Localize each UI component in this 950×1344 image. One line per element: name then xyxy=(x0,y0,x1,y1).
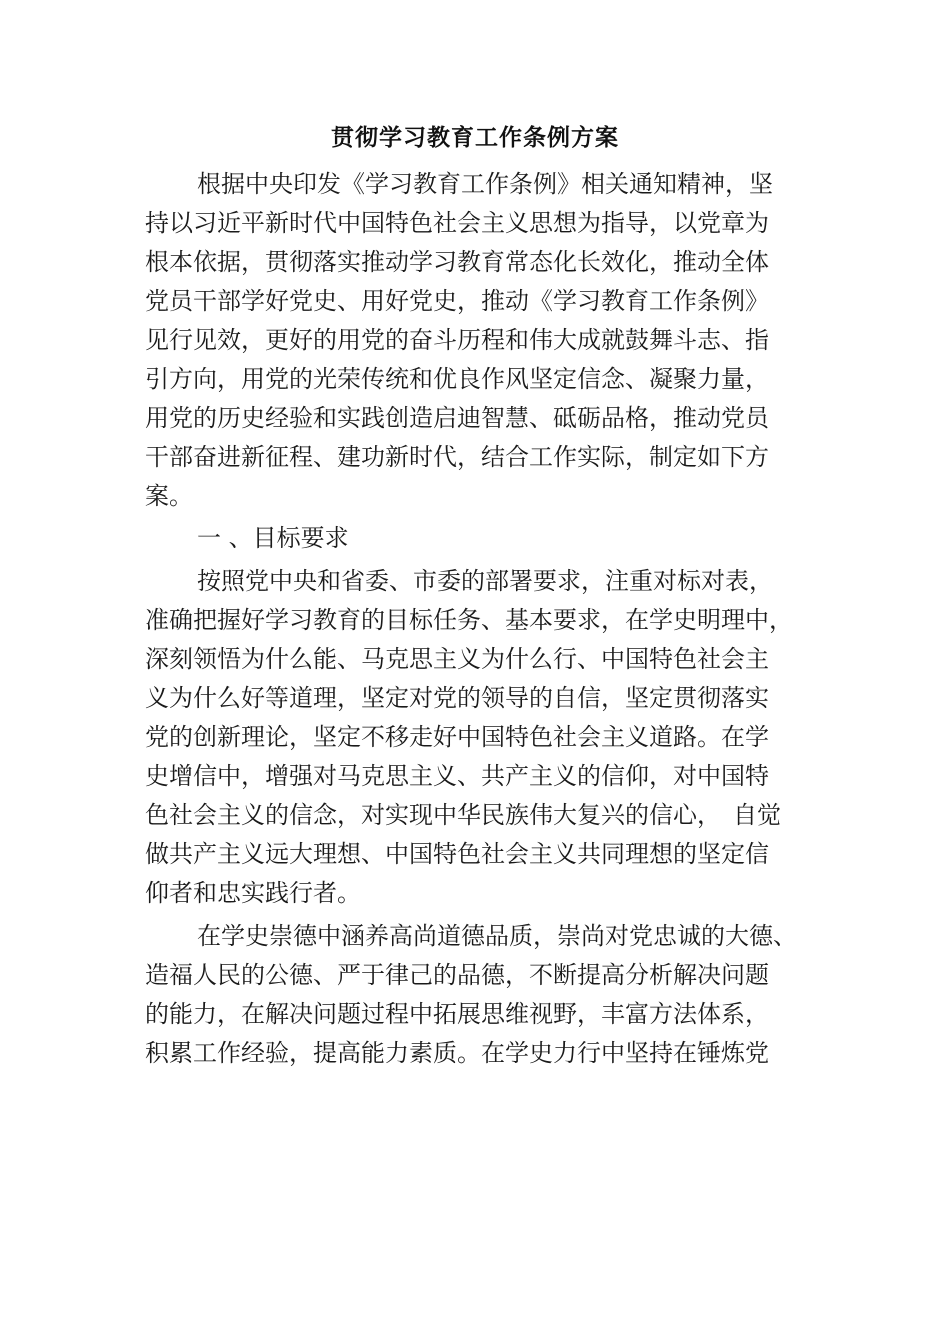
text-line: 做共产主义远大理想、中国特色社会主义共同理想的坚定信 xyxy=(145,840,769,868)
text-line: 的能力，在解决问题过程中拓展思维视野，丰富方法体系， xyxy=(145,1000,769,1028)
text-line: 深刻领悟为什么能、马克思主义为什么行、中国特色社会主 xyxy=(145,645,769,673)
section-heading: 一 、目标要求 xyxy=(197,524,349,552)
text-line: 义为什么好等道理，坚定对党的领导的自信，坚定贯彻落实 xyxy=(145,684,769,712)
text-line: 引方向，用党的光荣传统和优良作风坚定信念、凝聚力量， xyxy=(145,365,769,393)
text-line: 用党的历史经验和实践创造启迪智慧、砥砺品格，推动党员 xyxy=(145,404,769,432)
text-line: 案。 xyxy=(145,482,193,510)
text-line: 准确把握好学习教育的目标任务、基本要求，在学史明理中， xyxy=(145,606,793,634)
text-line: 史增信中，增强对马克思主义、共产主义的信仰，对中国特 xyxy=(145,762,769,790)
text-line: 干部奋进新征程、建功新时代，结合工作实际，制定如下方 xyxy=(145,443,769,471)
text-line: 党员干部学好党史、用好党史，推动《学习教育工作条例》 xyxy=(145,287,769,315)
text-line: 按照党中央和省委、市委的部署要求，注重对标对表， xyxy=(197,567,773,595)
text-line: 根据中央印发《学习教育工作条例》相关通知精神，坚 xyxy=(197,170,773,198)
text-line: 党的创新理论，坚定不移走好中国特色社会主义道路。在学 xyxy=(145,723,769,751)
text-line: 造福人民的公德、严于律己的品德，不断提高分析解决问题 xyxy=(145,961,769,989)
text-line: 在学史崇德中涵养高尚道德品质，崇尚对党忠诚的大德、 xyxy=(197,922,797,950)
text-line: 持以习近平新时代中国特色社会主义思想为指导，以党章为 xyxy=(145,209,769,237)
text-line: 积累工作经验，提高能力素质。在学史力行中坚持在锤炼党 xyxy=(145,1039,769,1067)
text-line: 仰者和忠实践行者。 xyxy=(145,879,361,907)
document-title: 贯彻学习教育工作条例方案 xyxy=(331,124,619,151)
text-line: 根本依据，贯彻落实推动学习教育常态化长效化，推动全体 xyxy=(145,248,769,276)
text-line: 色社会主义的信念，对实现中华民族伟大复兴的信心， 自觉 xyxy=(145,801,781,829)
text-line: 见行见效，更好的用党的奋斗历程和伟大成就鼓舞斗志、指 xyxy=(145,326,769,354)
